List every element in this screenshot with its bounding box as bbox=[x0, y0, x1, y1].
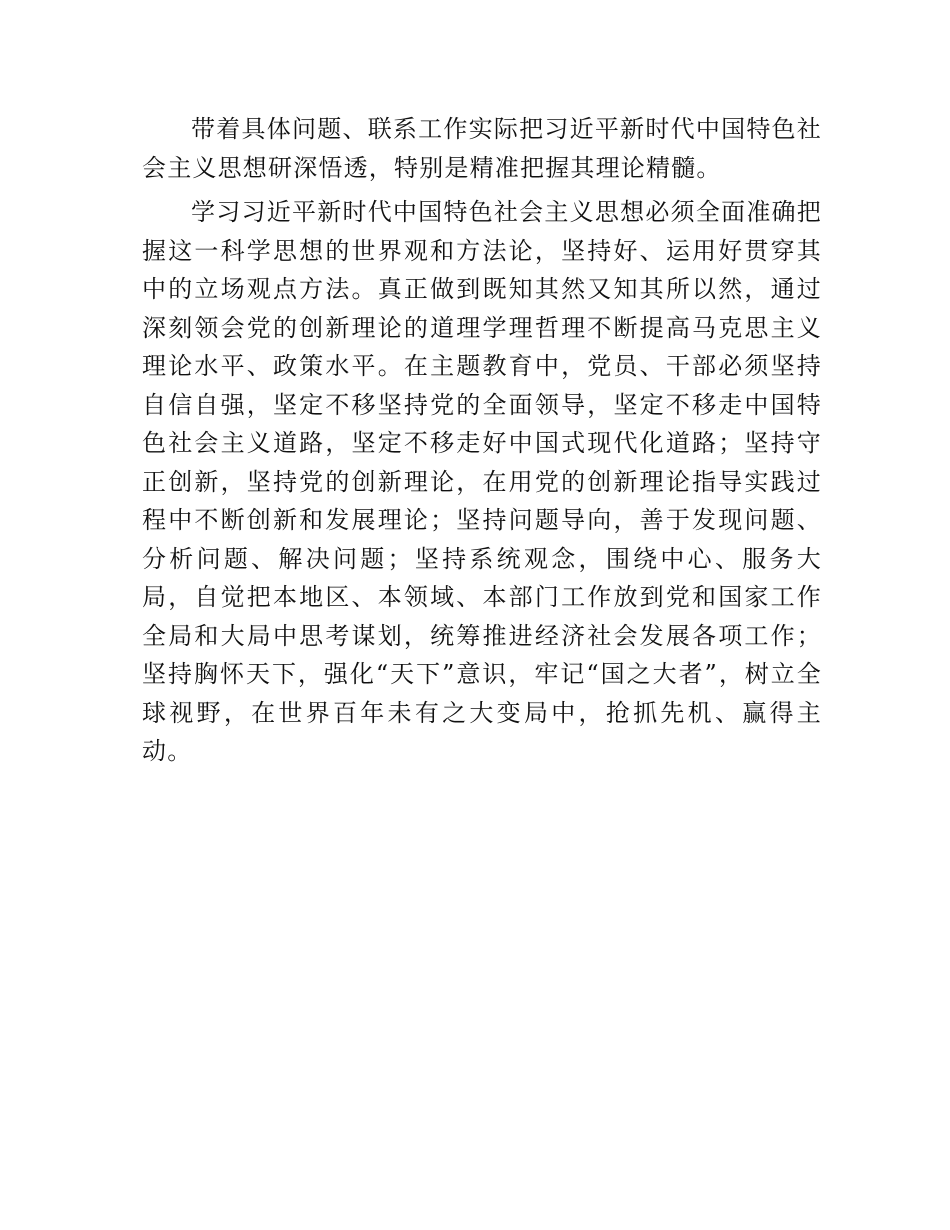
paragraph-1: 带着具体问题、联系工作实际把习近平新时代中国特色社会主义思想研深悟透，特别是精准把握其理论精髓。 bbox=[142, 115, 822, 182]
paragraph-2: 学习习近平新时代中国特色社会主义思想必须全面准确把握这一科学思想的世界观和方法论，坚持好、运用好贯穿其中的立场观点方法。真正做到既知其然又知其所以然，通过深刻领会党的创新理论的道理学理哲理不断提高马克思主义理论水平、政策水平。在主题教育中，党员、干部必须坚持自信自强，坚定不移坚持党的全面领导，坚定不移走中国特色社会主义道路，坚定不移走好中国式现代化道路；坚持守正创新，坚持党的创新理论，在用党的创新理论指导实践过程中不断创新和发展理论；坚持问题导向，善于发现问题、分析问题、解决问题；坚持系统观念，围绕中心、服务大局，自觉把本地区、本领域、本部门工作放到党和国家工作全局和大局中思考谋划，统筹推进经济社会发展各项工作；坚持胸怀天下，强化“天下”意识，牢记“国之大者”，树立全球视野，在世界百年未有之大变局中，抢抓先机、赢得主动。 bbox=[142, 198, 822, 765]
document-body bbox=[142, 110, 822, 771]
